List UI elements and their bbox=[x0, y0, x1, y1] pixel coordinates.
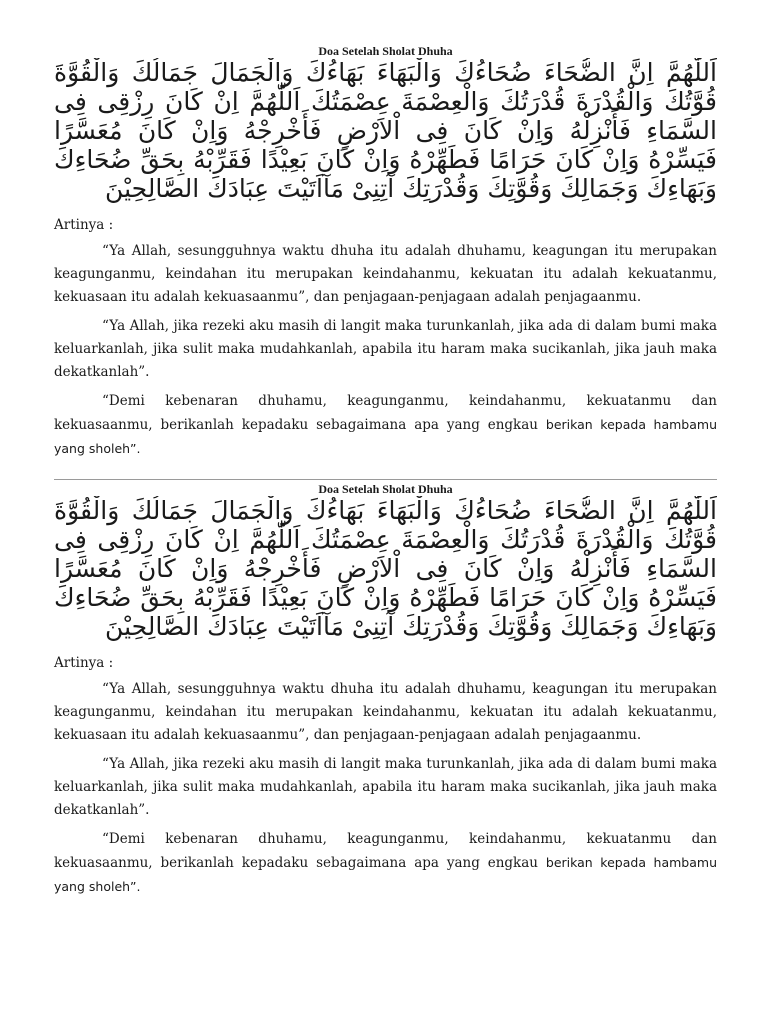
translation-label: Artinya : bbox=[54, 655, 114, 671]
arabic-prayer-text: اَللّٰهُمَّ اِنَّ الضُّحَاءَ ضُحَاءُكَ وَالْبَهَاءَ بَهَاءُكَ وَالْجَمَالَ جَمَالُكَ وَالْقُوَّةَ قُوَّتُكَ وَالْقُدْرَةَ قُدْرَتُكَ وَالْعِصْمَةَ عِصْمَتُكَ اَللّٰهُمَّ اِنْ كَانَ رِزْقِى فِى السَّمَاءِ فَأَنْزِلْهُ وَاِنْ كَانَ فِى اْلاَرْضِ فَأَخْرِجْهُ وَاِنْ كَانَ مُعَسَّرًا فَيَسِّرْهُ وَاِنْ كَانَ حَرَامًا فَطَهِّرْهُ وَاِنْ كَانَ بَعِيْدًا فَقَرِّبْهُ بِحَقِّ ضُحَاءِكَ وَبَهَاءِكَ وَجَمَالِكَ وَقُوَّتِكَ وَقُدْرَتِكَ آتِنِىْ مَآاَتَيْتَ عِبَادَكَ الصَّالِحِيْنَ bbox=[54, 58, 717, 203]
translation-paragraph-3-tail: berikan kepada hambamu yang sholeh”. bbox=[54, 417, 718, 456]
translation-paragraph-3 bbox=[54, 390, 717, 461]
translation-paragraph-3 bbox=[54, 828, 717, 899]
translation-paragraph-3-main: “Demi kebenaran dhuhamu, keagunganmu, keindahanmu, kekuatanmu dan kekuasaanmu, berikanlah kepadaku sebagaimana apa yang engkau bbox=[54, 393, 717, 433]
section-title: Doa Setelah Sholat Dhuha bbox=[318, 44, 453, 58]
translation-paragraph-1: “Ya Allah, sesungguhnya waktu dhuha itu adalah dhuhamu, keagungan itu merupakan keagunganmu, keindahan itu merupakan keindahanmu, kekuatan itu adalah kekuatanmu, kekuasaan itu adalah kekuasaanmu”, dan penjagaan-penjagaan adalah penjagaanmu. bbox=[54, 243, 717, 305]
prayer-section-2 bbox=[54, 482, 717, 905]
translation-paragraph-2: “Ya Allah, jika rezeki aku masih di langit maka turunkanlah, jika ada di dalam bumi maka keluarkanlah, jika sulit maka mudahkanlah, apabila itu haram maka sucikanlah, jika jauh maka dekatkanlah”. bbox=[54, 318, 717, 380]
translation-label: Artinya : bbox=[54, 217, 114, 233]
translation-paragraph-3-tail: berikan kepada hambamu yang sholeh”. bbox=[54, 855, 718, 894]
translation-paragraph-2: “Ya Allah, jika rezeki aku masih di langit maka turunkanlah, jika ada di dalam bumi maka keluarkanlah, jika sulit maka mudahkanlah, apabila itu haram maka sucikanlah, jika jauh maka dekatkanlah”. bbox=[54, 756, 717, 818]
translation-paragraph-1: “Ya Allah, sesungguhnya waktu dhuha itu adalah dhuhamu, keagungan itu merupakan keagunganmu, keindahan itu merupakan keindahanmu, kekuatan itu adalah kekuatanmu, kekuasaan itu adalah kekuasaanmu”, dan penjagaan-penjagaan adalah penjagaanmu. bbox=[54, 681, 717, 743]
arabic-prayer-text: اَللّٰهُمَّ اِنَّ الضُّحَاءَ ضُحَاءُكَ وَالْبَهَاءَ بَهَاءُكَ وَالْجَمَالَ جَمَالُكَ وَالْقُوَّةَ قُوَّتُكَ وَالْقُدْرَةَ قُدْرَتُكَ وَالْعِصْمَةَ عِصْمَتُكَ اَللّٰهُمَّ اِنْ كَانَ رِزْقِى فِى السَّمَاءِ فَأَنْزِلْهُ وَاِنْ كَانَ فِى اْلاَرْضِ فَأَخْرِجْهُ وَاِنْ كَانَ مُعَسَّرًا فَيَسِّرْهُ وَاِنْ كَانَ حَرَامًا فَطَهِّرْهُ وَاِنْ كَانَ بَعِيْدًا فَقَرِّبْهُ بِحَقِّ ضُحَاءِكَ وَبَهَاءِكَ وَجَمَالِكَ وَقُوَّتِكَ وَقُدْرَتِكَ آتِنِىْ مَآاَتَيْتَ عِبَادَكَ الصَّالِحِيْنَ bbox=[54, 496, 717, 641]
translation-paragraph-3-main: “Demi kebenaran dhuhamu, keagunganmu, keindahanmu, kekuatanmu dan kekuasaanmu, berikanlah kepadaku sebagaimana apa yang engkau bbox=[54, 831, 717, 871]
section-title: Doa Setelah Sholat Dhuha bbox=[318, 482, 453, 496]
section-divider bbox=[54, 479, 717, 480]
prayer-section-1 bbox=[54, 44, 717, 467]
